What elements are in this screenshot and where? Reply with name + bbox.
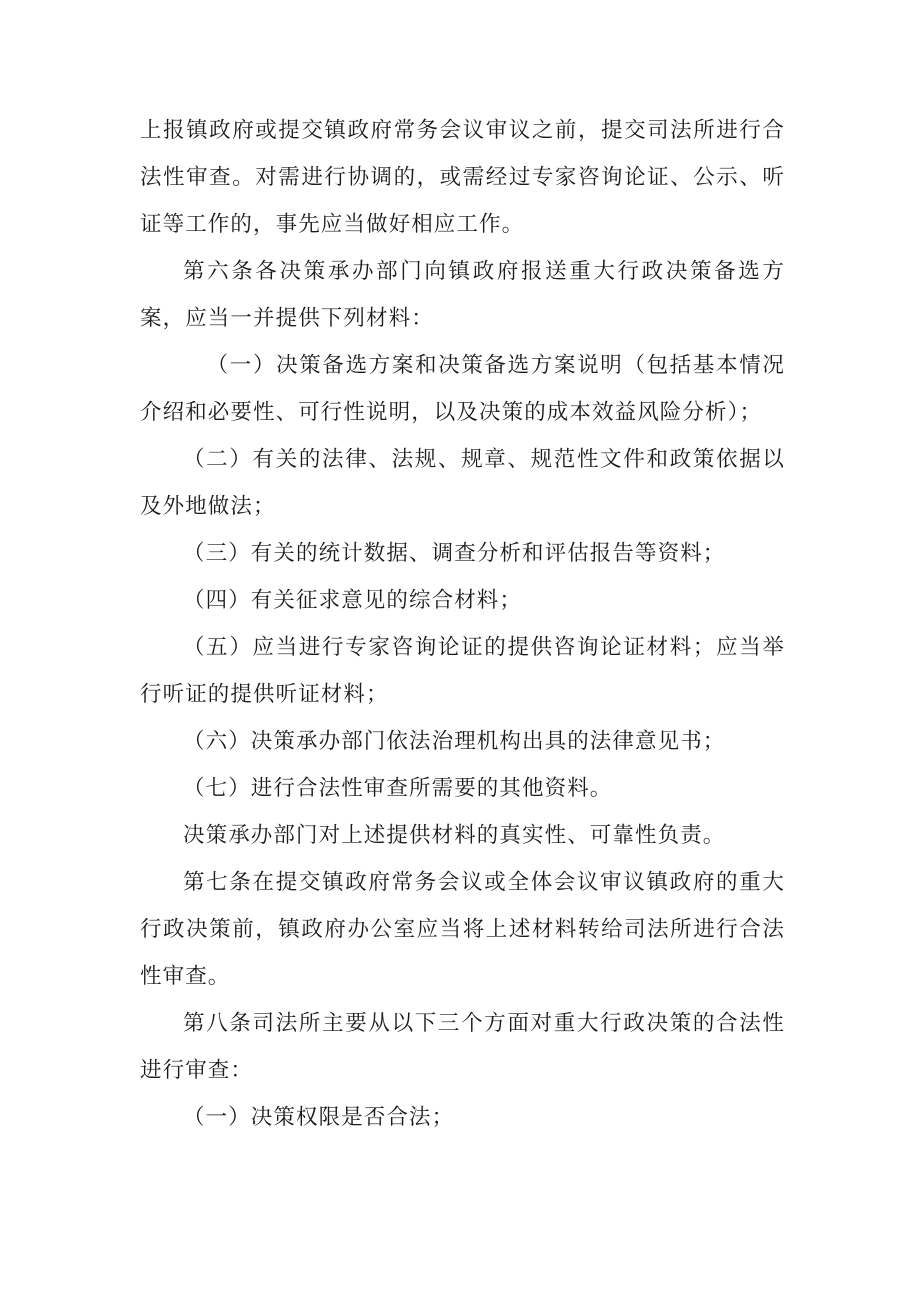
paragraph-article-7: 第七条在提交镇政府常务会议或全体会议审议镇政府的重大行政决策前，镇政府办公室应当将上述材料转给司法所进行合法性审查。 [140,870,785,989]
paragraph-item-4: （四）有关征求意见的综合材料； [183,588,523,613]
paragraph-item-6: （六）决策承办部门依法治理机构出具的法律意见书； [183,729,726,754]
paragraph-article-8-item-1: （一）决策权限是否合法； [183,1105,455,1130]
paragraph-item-3: （三）有关的统计数据、调查分析和评估报告等资料； [183,541,726,566]
paragraph-responsibility: 决策承办部门对上述提供材料的真实性、可靠性负责。 [183,823,726,848]
paragraph-item-2: （二）有关的法律、法规、规章、规范性文件和政策依据以及外地做法； [140,447,785,519]
paragraph-item-1: （一）决策备选方案和决策备选方案说明（包括基本情况介绍和必要性、可行性说明，以及决策的成本效益风险分析）； [140,353,785,425]
paragraph-article-8: 第八条司法所主要从以下三个方面对重大行政决策的合法性进行审查： [140,1011,785,1083]
paragraph-continuation: 上报镇政府或提交镇政府常务会议审议之前，提交司法所进行合法性审查。对需进行协调的，或需经过专家咨询论证、公示、听证等工作的，事先应当做好相应工作。 [140,118,785,237]
paragraph-article-6: 第六条各决策承办部门向镇政府报送重大行政决策备选方案，应当一并提供下列材料： [140,259,785,331]
document-body [140,107,785,1141]
paragraph-item-5: （五）应当进行专家咨询论证的提供咨询论证材料；应当举行听证的提供听证材料； [140,635,785,707]
paragraph-item-7: （七）进行合法性审查所需要的其他资料。 [183,776,613,801]
